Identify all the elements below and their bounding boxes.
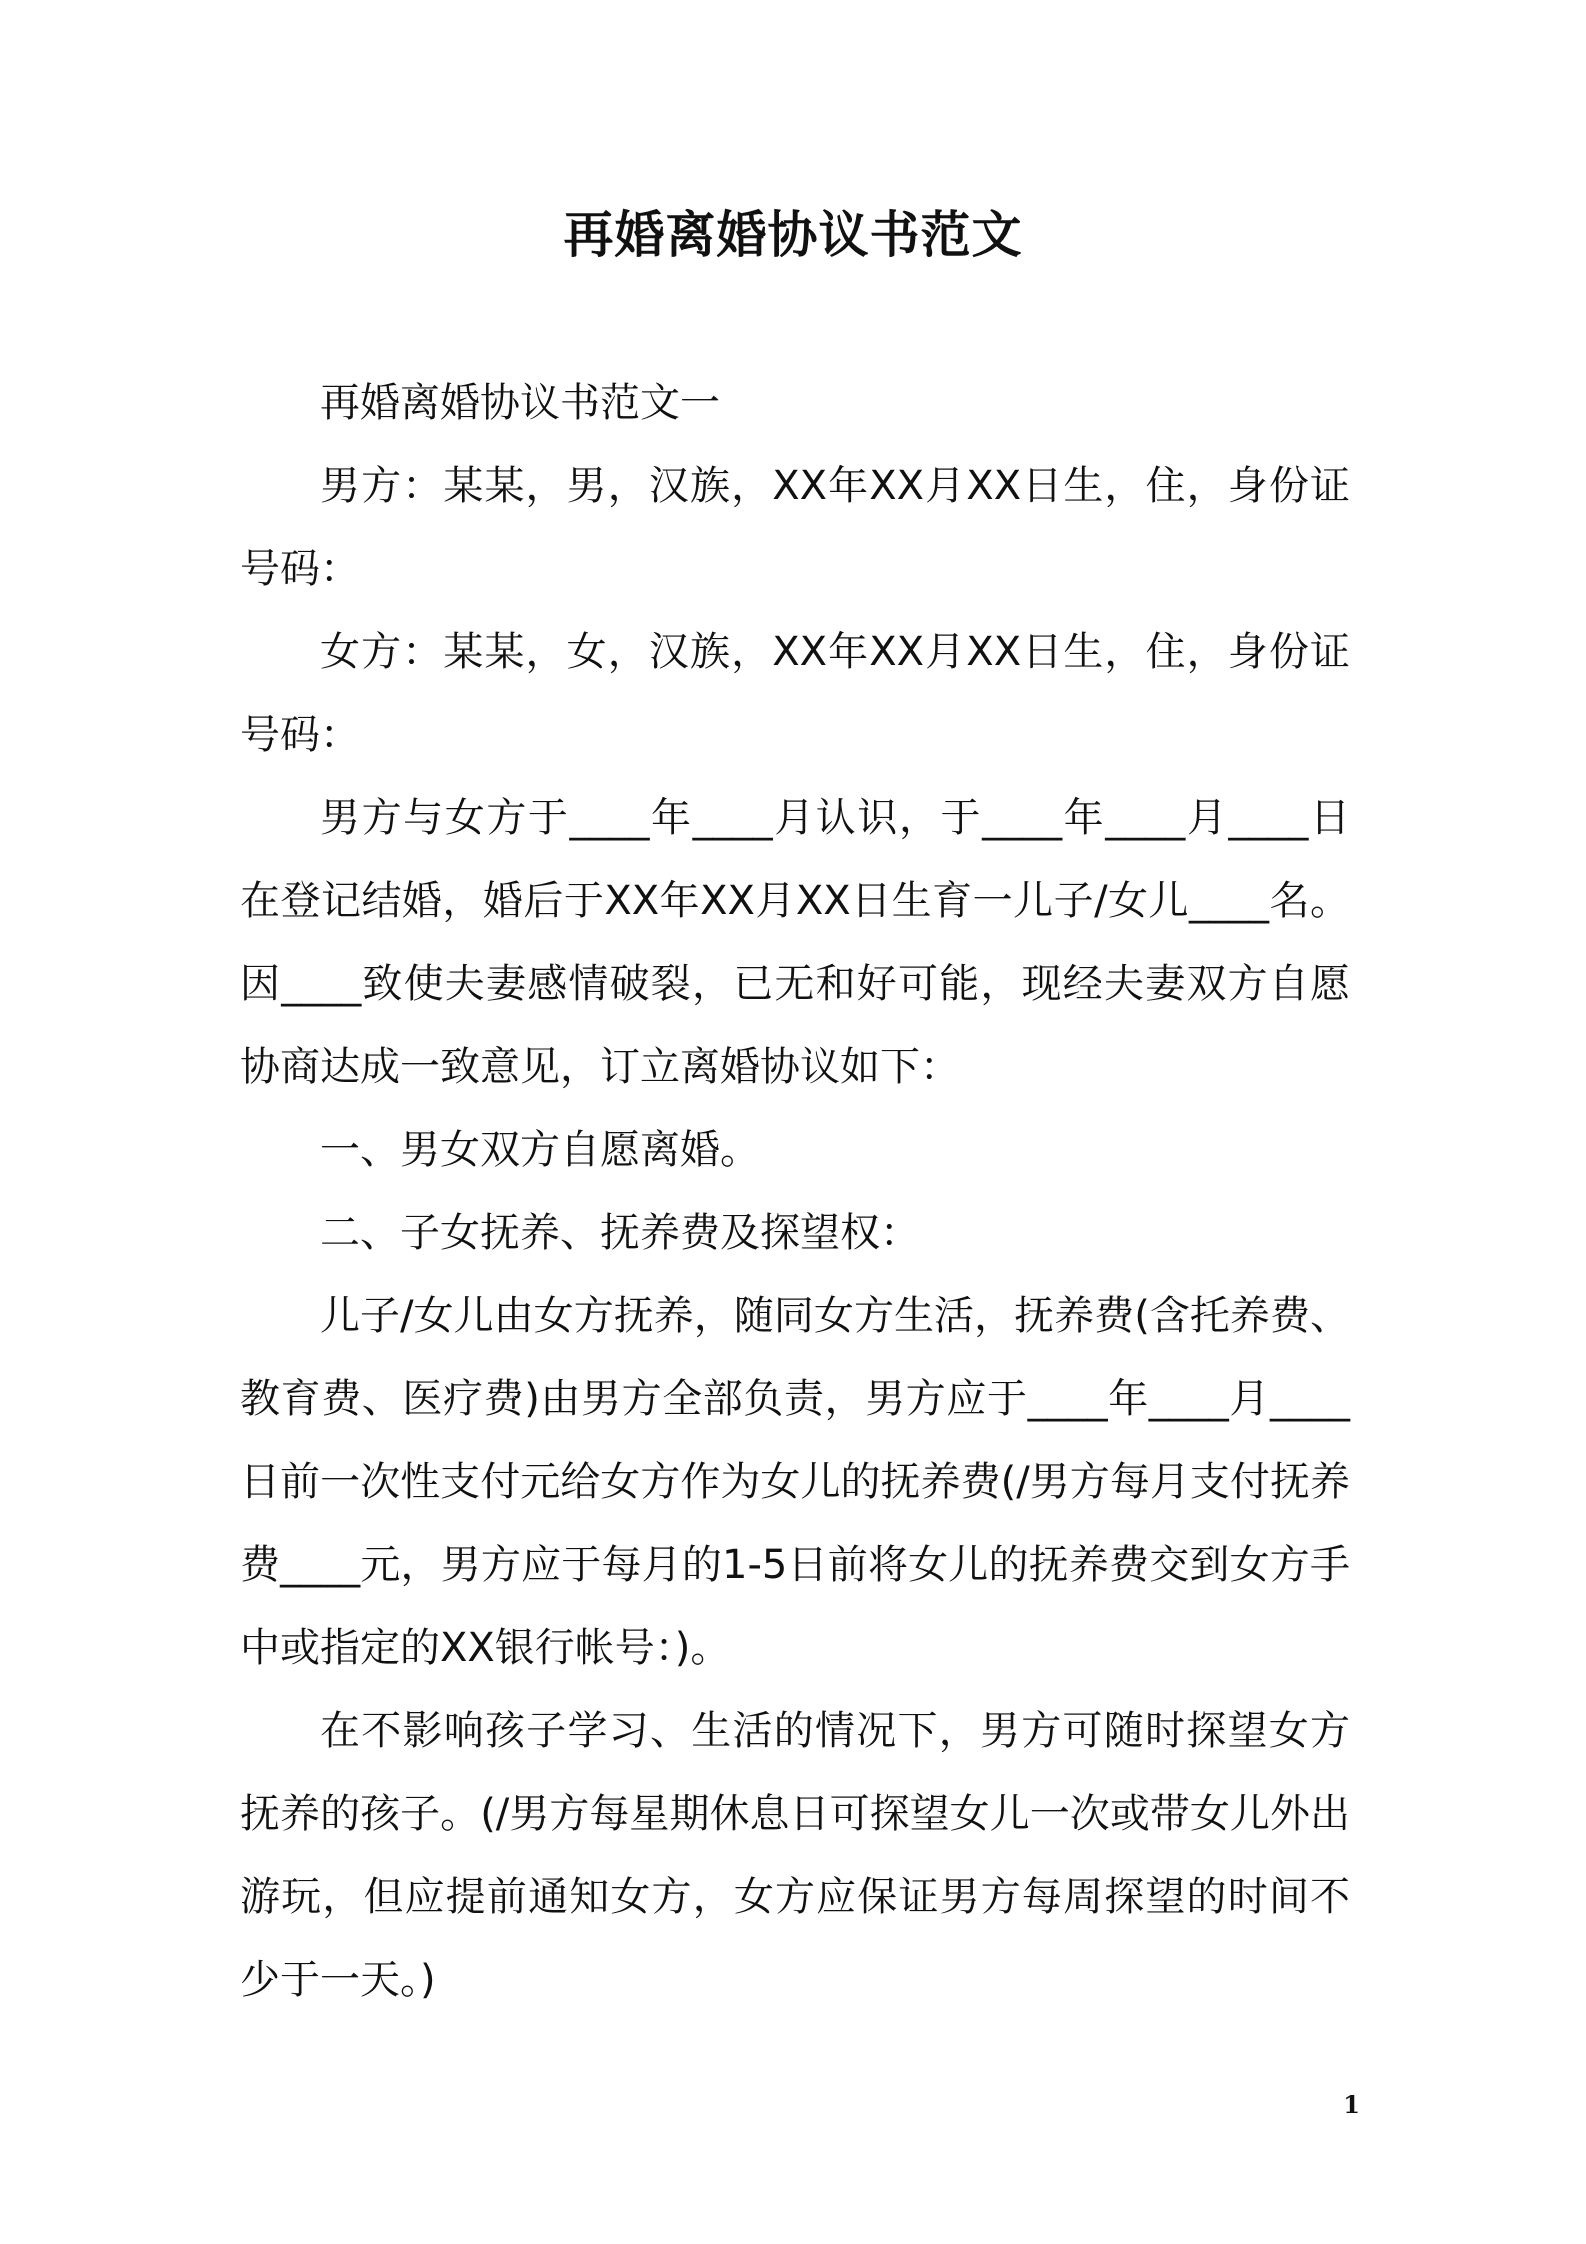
body-paragraph: 再婚离婚协议书范文一: [320, 380, 720, 426]
body-paragraph: 女方：某某，女，汉族，XX年XX月XX日生，住，身份证号码：: [240, 629, 1350, 758]
body-paragraph: 一、男女双方自愿离婚。: [320, 1127, 760, 1173]
body-paragraph: 二、子女抚养、抚养费及探望权：: [320, 1210, 920, 1256]
body-paragraph: 男方：某某，男，汉族，XX年XX月XX日生，住，身份证号码：: [240, 463, 1350, 592]
page-number: 1: [1343, 2090, 1360, 2119]
body-paragraph: 男方与女方于____年____月认识，于____年____月____日在登记结婚，婚后于XX年XX月XX日生育一儿子/女儿____名。因____致使夫妻感情破裂，已无和好可能，现经夫妻双方自愿协商达成一致意见，订立离婚协议如下：: [240, 795, 1350, 1090]
document-body: [240, 362, 1350, 2022]
body-paragraph: 在不影响孩子学习、生活的情况下，男方可随时探望女方抚养的孩子。(/男方每星期休息日可探望女儿一次或带女儿外出游玩，但应提前通知女方，女方应保证男方每周探望的时间不少于一天。): [240, 1708, 1350, 2003]
body-paragraph: 儿子/女儿由女方抚养，随同女方生活，抚养费(含托养费、教育费、医疗费)由男方全部负责，男方应于____年____月____日前一次性支付元给女方作为女儿的抚养费(/男方每月支付抚养费____元，男方应于每月的1-5日前将女儿的抚养费交到女方手中或指定的XX银行帐号：)。: [240, 1293, 1350, 1671]
document-title: 再婚离婚协议书范文: [563, 205, 1023, 264]
